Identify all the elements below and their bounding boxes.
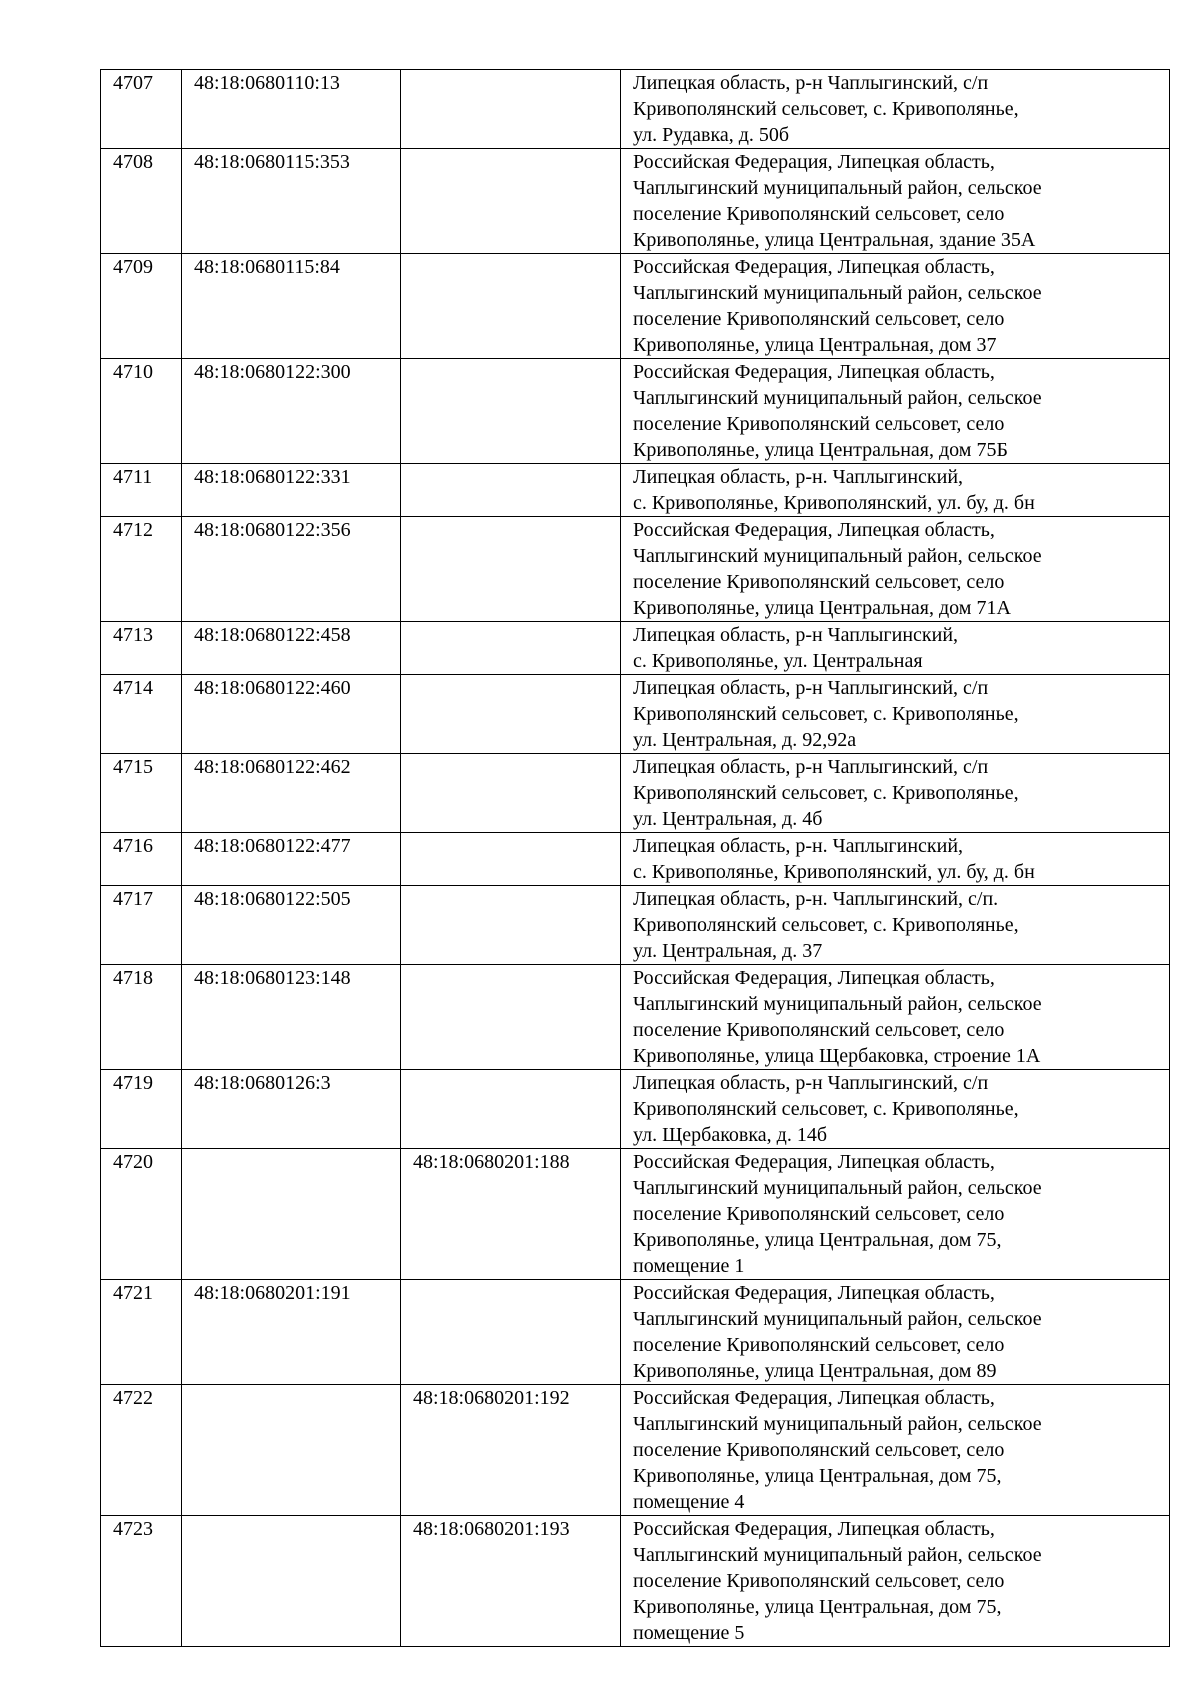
cadastral-number-cell <box>182 1516 401 1647</box>
row-number-cell: 4708 <box>101 149 182 254</box>
table-row <box>101 70 1170 149</box>
address-line: Липецкая область, р-н. Чаплыгинский, <box>633 835 964 857</box>
cadastral-number-cell: 48:18:0680201:191 <box>182 1280 401 1385</box>
row-number-cell: 4717 <box>101 886 182 965</box>
cadastral-number-cell: 48:18:0680122:356 <box>182 517 401 622</box>
registry-table <box>100 69 1170 1647</box>
table-row <box>101 517 1170 622</box>
table-row <box>101 1149 1170 1280</box>
address-line: ул. Рудавка, д. 50б <box>633 124 790 146</box>
address-line: поселение Кривополянский сельсовет, село <box>633 203 1005 225</box>
row-number-cell: 4718 <box>101 965 182 1070</box>
address-line: Кривополянье, улица Центральная, дом 71А <box>633 597 1011 619</box>
object-cadastral-number-cell: 48:18:0680201:192 <box>401 1385 621 1516</box>
cadastral-number-cell: 48:18:0680115:84 <box>182 254 401 359</box>
object-cadastral-number-cell <box>401 70 621 149</box>
table-row <box>101 254 1170 359</box>
cadastral-number-cell: 48:18:0680126:3 <box>182 1070 401 1149</box>
address-line: поселение Кривополянский сельсовет, село <box>633 571 1005 593</box>
table-row <box>101 675 1170 754</box>
table-row <box>101 965 1170 1070</box>
object-cadastral-number-cell <box>401 149 621 254</box>
address-line: ул. Щербаковка, д. 14б <box>633 1124 827 1146</box>
address-line: Кривополянский сельсовет, с. Кривополянье, <box>633 914 1019 936</box>
address-line: Кривополянский сельсовет, с. Кривополянье, <box>633 782 1019 804</box>
table-row <box>101 149 1170 254</box>
table-row <box>101 359 1170 464</box>
address-line: Российская Федерация, Липецкая область, <box>633 1518 995 1540</box>
address-line: Российская Федерация, Липецкая область, <box>633 361 995 383</box>
object-cadastral-number-cell <box>401 359 621 464</box>
cadastral-number-cell: 48:18:0680110:13 <box>182 70 401 149</box>
address-line: Чаплыгинский муниципальный район, сельское <box>633 545 1042 567</box>
address-line: с. Кривополянье, Кривополянский, ул. бу, д. бн <box>633 492 1035 514</box>
address-line: помещение 1 <box>633 1255 745 1277</box>
cadastral-number-cell: 48:18:0680122:477 <box>182 833 401 886</box>
cadastral-number-cell <box>182 1149 401 1280</box>
table-row <box>101 754 1170 833</box>
cadastral-number-cell: 48:18:0680115:353 <box>182 149 401 254</box>
address-line: Кривополянье, улица Центральная, здание 35А <box>633 229 1036 251</box>
address-line: поселение Кривополянский сельсовет, село <box>633 1439 1005 1461</box>
table-row <box>101 1280 1170 1385</box>
address-line: Чаплыгинский муниципальный район, сельское <box>633 1177 1042 1199</box>
address-cell <box>621 1385 1170 1516</box>
address-cell <box>621 965 1170 1070</box>
address-line: с. Кривополянье, ул. Центральная <box>633 650 923 672</box>
object-cadastral-number-cell <box>401 1280 621 1385</box>
address-line: Чаплыгинский муниципальный район, сельское <box>633 993 1042 1015</box>
address-line: поселение Кривополянский сельсовет, село <box>633 1334 1005 1356</box>
address-line: Кривополянский сельсовет, с. Кривополянье, <box>633 703 1019 725</box>
address-line: поселение Кривополянский сельсовет, село <box>633 1019 1005 1041</box>
address-line: Российская Федерация, Липецкая область, <box>633 1151 995 1173</box>
address-line: Российская Федерация, Липецкая область, <box>633 519 995 541</box>
row-number-cell: 4723 <box>101 1516 182 1647</box>
table-row <box>101 464 1170 517</box>
address-cell <box>621 1516 1170 1647</box>
row-number-cell: 4712 <box>101 517 182 622</box>
object-cadastral-number-cell <box>401 464 621 517</box>
address-cell <box>621 1280 1170 1385</box>
address-cell <box>621 517 1170 622</box>
row-number-cell: 4707 <box>101 70 182 149</box>
object-cadastral-number-cell <box>401 254 621 359</box>
cadastral-number-cell: 48:18:0680122:462 <box>182 754 401 833</box>
address-line: ул. Центральная, д. 4б <box>633 808 823 830</box>
address-line: помещение 5 <box>633 1622 745 1644</box>
address-line: Липецкая область, р-н. Чаплыгинский, <box>633 466 964 488</box>
object-cadastral-number-cell <box>401 675 621 754</box>
row-number-cell: 4714 <box>101 675 182 754</box>
cadastral-number-cell: 48:18:0680123:148 <box>182 965 401 1070</box>
object-cadastral-number-cell <box>401 1070 621 1149</box>
address-line: Кривополянье, улица Щербаковка, строение 1А <box>633 1045 1041 1067</box>
address-cell <box>621 754 1170 833</box>
address-cell <box>621 886 1170 965</box>
address-line: Липецкая область, р-н Чаплыгинский, с/п <box>633 756 989 778</box>
address-line: помещение 4 <box>633 1491 745 1513</box>
address-line: Кривополянье, улица Центральная, дом 75, <box>633 1465 1002 1487</box>
address-line: поселение Кривополянский сельсовет, село <box>633 1570 1005 1592</box>
address-cell <box>621 464 1170 517</box>
table-row <box>101 886 1170 965</box>
address-line: Липецкая область, р-н Чаплыгинский, с/п <box>633 677 989 699</box>
table-row <box>101 1385 1170 1516</box>
row-number-cell: 4710 <box>101 359 182 464</box>
address-line: Чаплыгинский муниципальный район, сельское <box>633 1308 1042 1330</box>
object-cadastral-number-cell <box>401 754 621 833</box>
address-cell <box>621 149 1170 254</box>
address-line: ул. Центральная, д. 37 <box>633 940 823 962</box>
object-cadastral-number-cell <box>401 622 621 675</box>
row-number-cell: 4719 <box>101 1070 182 1149</box>
table-row <box>101 622 1170 675</box>
object-cadastral-number-cell <box>401 833 621 886</box>
cadastral-number-cell: 48:18:0680122:331 <box>182 464 401 517</box>
row-number-cell: 4713 <box>101 622 182 675</box>
address-line: Чаплыгинский муниципальный район, сельское <box>633 1413 1042 1435</box>
address-cell <box>621 70 1170 149</box>
address-cell <box>621 622 1170 675</box>
address-cell <box>621 1070 1170 1149</box>
address-line: Российская Федерация, Липецкая область, <box>633 1387 995 1409</box>
object-cadastral-number-cell <box>401 517 621 622</box>
address-line: Кривополянье, улица Центральная, дом 75, <box>633 1229 1002 1251</box>
address-line: Чаплыгинский муниципальный район, сельское <box>633 282 1042 304</box>
object-cadastral-number-cell: 48:18:0680201:188 <box>401 1149 621 1280</box>
address-line: Кривополянье, улица Центральная, дом 89 <box>633 1360 997 1382</box>
object-cadastral-number-cell <box>401 886 621 965</box>
registry-body <box>101 70 1170 1647</box>
row-number-cell: 4720 <box>101 1149 182 1280</box>
address-line: Кривополянский сельсовет, с. Кривополянье, <box>633 98 1019 120</box>
address-line: Липецкая область, р-н. Чаплыгинский, с/п. <box>633 888 999 910</box>
address-line: поселение Кривополянский сельсовет, село <box>633 413 1005 435</box>
address-line: Кривополянский сельсовет, с. Кривополянье, <box>633 1098 1019 1120</box>
cadastral-number-cell: 48:18:0680122:460 <box>182 675 401 754</box>
cadastral-number-cell <box>182 1385 401 1516</box>
address-line: поселение Кривополянский сельсовет, село <box>633 1203 1005 1225</box>
object-cadastral-number-cell <box>401 965 621 1070</box>
address-line: Чаплыгинский муниципальный район, сельское <box>633 387 1042 409</box>
cadastral-number-cell: 48:18:0680122:505 <box>182 886 401 965</box>
address-line: Кривополянье, улица Центральная, дом 37 <box>633 334 997 356</box>
address-line: поселение Кривополянский сельсовет, село <box>633 308 1005 330</box>
address-line: Кривополянье, улица Центральная, дом 75Б <box>633 439 1008 461</box>
table-row <box>101 1516 1170 1647</box>
row-number-cell: 4715 <box>101 754 182 833</box>
row-number-cell: 4722 <box>101 1385 182 1516</box>
address-line: Чаплыгинский муниципальный район, сельское <box>633 1544 1042 1566</box>
row-number-cell: 4721 <box>101 1280 182 1385</box>
address-cell <box>621 359 1170 464</box>
address-cell <box>621 833 1170 886</box>
object-cadastral-number-cell: 48:18:0680201:193 <box>401 1516 621 1647</box>
address-line: с. Кривополянье, Кривополянский, ул. бу, д. бн <box>633 861 1035 883</box>
address-cell <box>621 675 1170 754</box>
address-line: Российская Федерация, Липецкая область, <box>633 151 995 173</box>
row-number-cell: 4711 <box>101 464 182 517</box>
cadastral-number-cell: 48:18:0680122:458 <box>182 622 401 675</box>
address-line: Российская Федерация, Липецкая область, <box>633 256 995 278</box>
address-line: Кривополянье, улица Центральная, дом 75, <box>633 1596 1002 1618</box>
cadastral-number-cell: 48:18:0680122:300 <box>182 359 401 464</box>
row-number-cell: 4709 <box>101 254 182 359</box>
table-row <box>101 833 1170 886</box>
address-line: ул. Центральная, д. 92,92а <box>633 729 857 751</box>
address-line: Липецкая область, р-н Чаплыгинский, <box>633 624 959 646</box>
address-line: Российская Федерация, Липецкая область, <box>633 967 995 989</box>
address-line: Российская Федерация, Липецкая область, <box>633 1282 995 1304</box>
table-row <box>101 1070 1170 1149</box>
address-line: Липецкая область, р-н Чаплыгинский, с/п <box>633 72 989 94</box>
address-cell <box>621 254 1170 359</box>
address-line: Липецкая область, р-н Чаплыгинский, с/п <box>633 1072 989 1094</box>
row-number-cell: 4716 <box>101 833 182 886</box>
address-cell <box>621 1149 1170 1280</box>
address-line: Чаплыгинский муниципальный район, сельское <box>633 177 1042 199</box>
